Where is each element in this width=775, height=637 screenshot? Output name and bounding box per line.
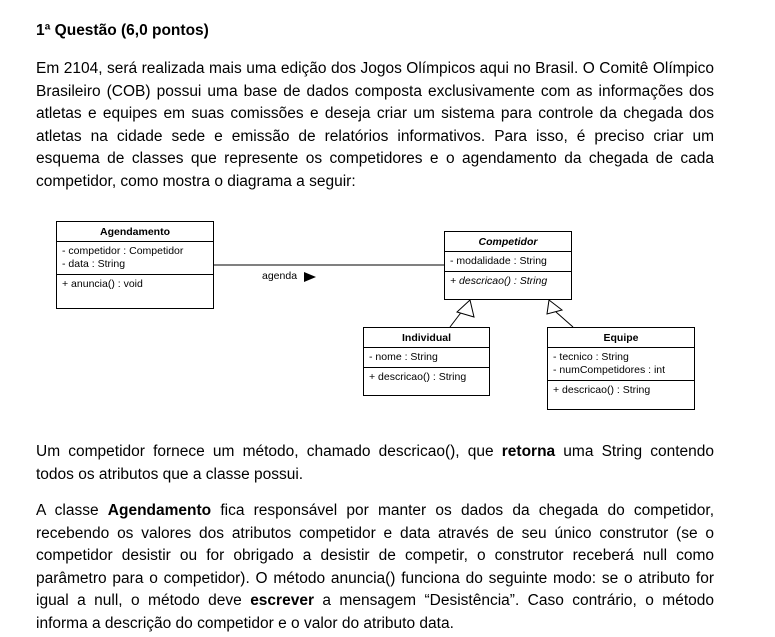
association-direction-arrow <box>304 272 316 282</box>
attribute: - tecnico : String <box>553 351 629 363</box>
attribute: - data : String <box>62 258 126 270</box>
descricao-paragraph: Um competidor fornece um método, chamado descricao(), que retorna uma String contendo todos os atributos que a classe possui. <box>36 443 715 483</box>
operations <box>57 275 213 294</box>
class-individual <box>363 327 490 396</box>
operations <box>548 381 694 400</box>
attribute: - numCompetidores : int <box>553 364 666 376</box>
attribute: - nome : String <box>369 351 438 363</box>
class-name: Individual <box>364 328 489 348</box>
class-agendamento <box>56 221 214 309</box>
generalization-equipe-arrow <box>547 300 562 314</box>
class-name: Competidor <box>445 232 571 252</box>
class-name: Agendamento <box>57 222 213 242</box>
attributes <box>364 348 489 368</box>
operation: + descricao() : String <box>450 275 548 287</box>
attributes <box>445 252 571 272</box>
class-name: Equipe <box>548 328 694 348</box>
operation: + descricao() : String <box>553 384 651 396</box>
intro-paragraph: Em 2104, será realizada mais uma edição dos Jogos Olímpicos aqui no Brasil. O Comitê Olímpico Brasileiro (COB) possui uma base de dados composta exclusivamente com as informações dos atletas e equipes em suas comissões e deseja criar um sistema para controle da chegada dos atletas na cidade sede e emissão de relatórios informativos. Para isso, é preciso criar um esquema de classes que represente os competidores e o agendamento da chegada de cada competidor, como mostra o diagrama a seguir: <box>36 60 714 190</box>
association-label: agenda <box>262 270 298 282</box>
class-competidor <box>444 231 572 300</box>
operations <box>445 272 571 291</box>
generalization-equipe-line <box>556 312 573 327</box>
attribute: - competidor : Competidor <box>62 245 184 257</box>
operation: + descricao() : String <box>369 371 467 383</box>
attributes <box>548 348 694 381</box>
question-heading: 1ª Questão (6,0 pontos) <box>36 22 209 39</box>
operation: + anuncia() : void <box>62 278 143 290</box>
attribute: - modalidade : String <box>450 255 547 267</box>
operations <box>364 368 489 387</box>
attributes <box>57 242 213 275</box>
agendamento-paragraph: A classe Agendamento fica responsável por manter os dados da chegada do competidor, recebendo os valores dos atributos competidor e data através de seu único construtor (se o competidor desistir ou for obrigado a desistir de competir, o construtor receberá null como parâmetro para o competidor). O método anuncia() funciona do seguinte modo: se o atributo for igual a null, o método deve escrever a mensagem “Desistência”. Caso contrário, o método informa a descrição do competidor e o valor do atributo data. <box>36 502 715 632</box>
class-equipe <box>547 327 695 410</box>
